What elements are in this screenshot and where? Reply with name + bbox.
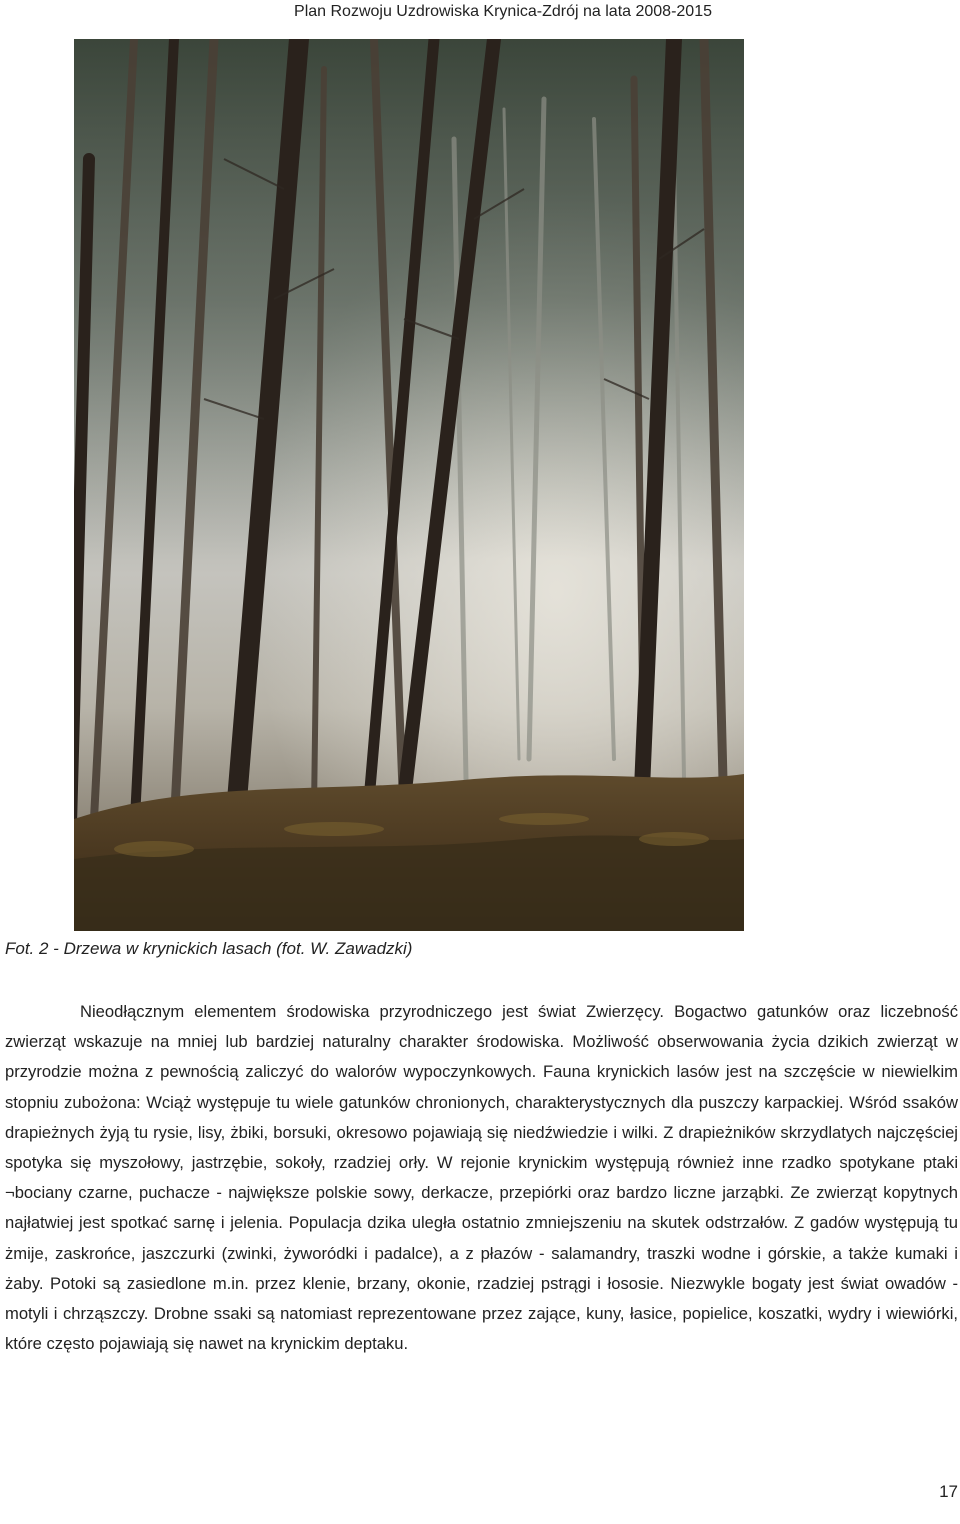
forest-photo-illustration [74, 39, 744, 931]
figure-caption: Fot. 2 - Drzewa w krynickich lasach (fot. W. Zawadzki) [5, 939, 413, 958]
body-text [5, 997, 958, 1359]
forest-photo [74, 39, 744, 931]
page-number: 17 [939, 1482, 958, 1501]
running-header: Plan Rozwoju Uzdrowiska Krynica-Zdrój na lata 2008-2015 [294, 3, 712, 20]
body-paragraph: Nieodłącznym elementem środowiska przyrodniczego jest świat Zwierzęcy. Bogactwo gatunków oraz liczebność zwierząt wskazuje na mniej lub bardziej naturalny charakter środowiska. Możliwość obserwowania życia dzikich zwierząt w przyrodzie można z pewnością zaliczyć do walorów wypoczynkowych. Fauna krynickich lasów jest na szczęście w niewielkim stopniu zubożona: Wciąż występuje tu wiele gatunków chronionych, charakterystycznych dla puszczy karpackiej. Wśród ssaków drapieżnych żyją tu rysie, lisy, żbiki, borsuki, okresowo pojawiają się niedźwiedzie i wilki. Z drapieżników skrzydlatych najczęściej spotyka się myszołowy, jastrzębie, sokoły, rzadziej orły. W rejonie krynickim występują również inne rzadko spotykane ptaki ¬bociany czarne, puchacze - największe polskie sowy, derkacze, przepiórki oraz bardzo liczne jarząbki. Ze zwierząt kopytnych najłatwiej jest spotkać sarnę i jelenia. Populacja dzika uległa ostatnio zmniejszeniu na skutek odstrzałów. Z gadów występują tu żmije, zaskrońce, jaszczurki (zwinki, żyworódki i padalce), a z płazów - salamandry, traszki wodne i górskie, a także kumaki i żaby. Potoki są zasiedlone m.in. przez klenie, brzany, okonie, rzadziej pstrągi i łososie. Niezwykle bogaty jest świat owadów - motyli i chrząszczy. Drobne ssaki są natomiast reprezentowane przez zające, kuny, łasice, popielice, koszatki, wydry i wiewiórki, które często pojawiają się nawet na krynickim deptaku. [5, 1002, 958, 1354]
